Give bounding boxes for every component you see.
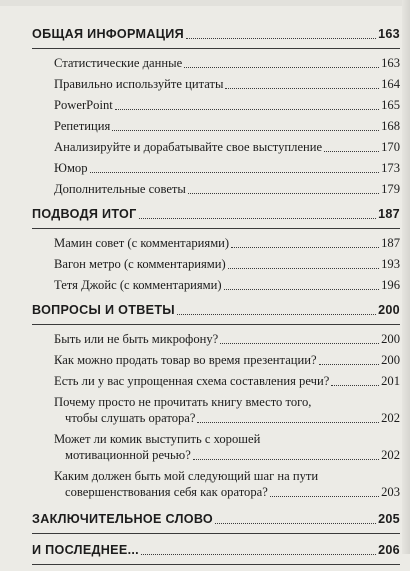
dot-leader (184, 66, 379, 68)
toc-item[interactable] (32, 139, 400, 155)
item-page: 200 (381, 332, 400, 346)
item-page: 202 (381, 448, 400, 462)
toc-item[interactable] (32, 181, 400, 197)
dot-leader (177, 313, 376, 315)
item-page: 200 (381, 353, 400, 367)
section-page: 206 (378, 543, 400, 557)
item-page: 187 (381, 236, 400, 250)
dot-leader (231, 246, 379, 248)
item-title: совершенствования себя как оратора? (65, 485, 268, 499)
dot-leader (197, 421, 379, 423)
toc-item[interactable] (32, 76, 400, 92)
toc-item[interactable] (32, 277, 400, 293)
item-title: Мамин совет (с комментариями) (54, 236, 230, 250)
item-page: 168 (381, 119, 400, 133)
dot-leader (215, 522, 376, 524)
item-page: 196 (381, 278, 400, 292)
dot-leader (139, 217, 377, 219)
dot-leader (90, 171, 380, 173)
item-title: Быть или не быть микрофону? (54, 332, 219, 346)
toc-section-summary[interactable] (32, 206, 400, 222)
item-title: Вагон метро (с комментариями) (54, 257, 226, 271)
item-title-line2 (54, 484, 400, 500)
item-title-line1: Каким должен быть мой следующий шаг на пути (54, 469, 319, 483)
section-divider (32, 228, 400, 229)
toc-item[interactable] (32, 373, 400, 389)
item-page: 179 (381, 182, 400, 196)
toc-item-multiline[interactable] (32, 431, 400, 463)
dot-leader (220, 342, 379, 344)
toc-item[interactable] (32, 118, 400, 134)
item-title: Есть ли у вас упрощенная схема составления речи? (54, 374, 330, 388)
dot-leader (228, 267, 379, 269)
toc-item[interactable] (32, 160, 400, 176)
section-page: 205 (378, 512, 400, 526)
dot-leader (331, 384, 379, 386)
section-divider (32, 533, 400, 534)
toc-item-multiline[interactable] (32, 394, 400, 426)
toc-section-closing[interactable] (32, 511, 400, 527)
section-divider (32, 324, 400, 325)
top-edge (0, 0, 410, 6)
item-page: 173 (381, 161, 400, 175)
item-page: 203 (381, 485, 400, 499)
toc-item[interactable] (32, 352, 400, 368)
dot-leader (225, 87, 379, 89)
section-title: ПОДВОДЯ ИТОГ (32, 207, 137, 221)
item-title-line1: Почему просто не прочитать книгу вместо того, (54, 395, 312, 409)
toc-section-general-info[interactable] (32, 26, 400, 42)
dot-leader (193, 458, 379, 460)
item-title-line2 (54, 410, 400, 426)
dot-leader (115, 108, 379, 110)
toc-item[interactable] (32, 97, 400, 113)
toc-item[interactable] (32, 235, 400, 251)
toc-section-last[interactable] (32, 542, 400, 558)
section-title: И ПОСЛЕДНЕЕ... (32, 543, 139, 557)
item-title: Тетя Джойс (с комментариями) (54, 278, 222, 292)
item-title-line1: Может ли комик выступить с хорошей (54, 432, 261, 446)
toc-section-qa[interactable] (32, 302, 400, 318)
dot-leader (224, 288, 380, 290)
item-title: Юмор (54, 161, 88, 175)
item-page: 201 (381, 374, 400, 388)
section-page: 187 (378, 207, 400, 221)
item-page: 164 (381, 77, 400, 91)
item-page: 202 (381, 411, 400, 425)
item-title: Как можно продать товар во время презентации? (54, 353, 317, 367)
item-title: Статистические данные (54, 56, 183, 70)
table-of-contents (32, 26, 400, 571)
item-page: 170 (381, 140, 400, 154)
section-title: ВОПРОСЫ И ОТВЕТЫ (32, 303, 175, 317)
item-title: Дополнительные советы (54, 182, 186, 196)
section-title: ЗАКЛЮЧИТЕЛЬНОЕ СЛОВО (32, 512, 213, 526)
item-title: чтобы слушать оратора? (65, 411, 196, 425)
item-page: 193 (381, 257, 400, 271)
dot-leader (186, 37, 376, 39)
toc-item[interactable] (32, 331, 400, 347)
item-title: Анализируйте и дорабатывайте свое выступление (54, 140, 323, 154)
section-divider (32, 564, 400, 565)
item-page: 163 (381, 56, 400, 70)
dot-leader (141, 553, 376, 555)
dot-leader (112, 129, 379, 131)
section-page: 163 (378, 27, 400, 41)
section-title: ОБЩАЯ ИНФОРМАЦИЯ (32, 27, 184, 41)
toc-item[interactable] (32, 256, 400, 272)
toc-item-multiline[interactable] (32, 468, 400, 500)
page-gutter (402, 0, 410, 554)
section-page: 200 (378, 303, 400, 317)
dot-leader (324, 150, 379, 152)
item-title: Репетиция (54, 119, 111, 133)
item-title: мотивационной речью? (65, 448, 191, 462)
item-page: 165 (381, 98, 400, 112)
dot-leader (319, 363, 380, 365)
item-title: Правильно используйте цитаты (54, 77, 224, 91)
item-title-line2 (54, 447, 400, 463)
dot-leader (188, 192, 379, 194)
toc-item[interactable] (32, 55, 400, 71)
dot-leader (270, 495, 379, 497)
section-divider (32, 48, 400, 49)
item-title: PowerPoint (54, 98, 113, 112)
